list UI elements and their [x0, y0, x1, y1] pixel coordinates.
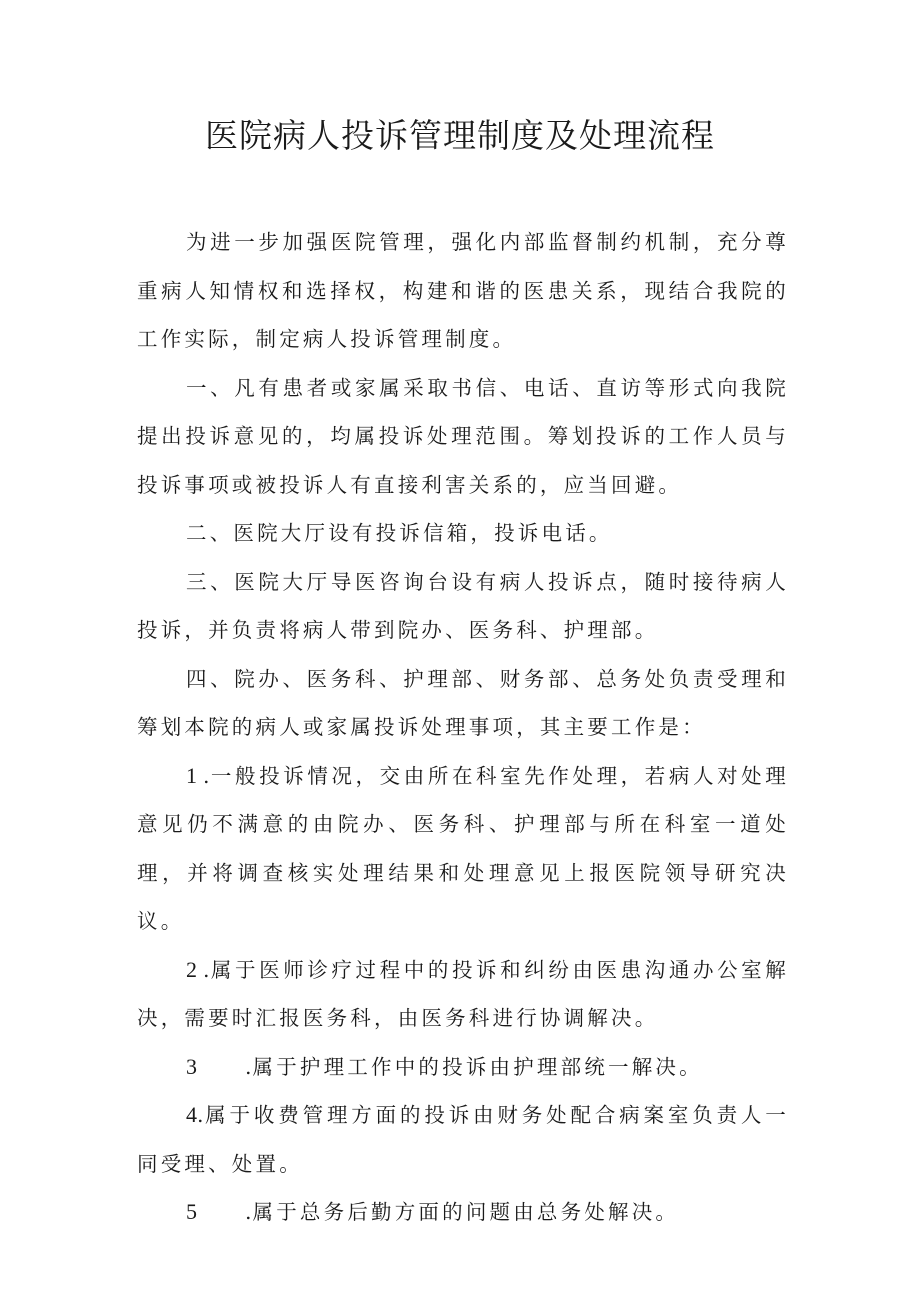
list-item-separator: . — [203, 763, 211, 788]
section-2-paragraph: 二、医院大厅设有投诉信箱，投诉电话。 — [186, 521, 613, 545]
list-item-number: 2 — [186, 956, 197, 982]
list-item-text: 属于护理工作中的投诉由护理部统一解决。 — [252, 1054, 703, 1079]
list-item-separator: . — [245, 1054, 253, 1079]
list-item-separator: . — [197, 1103, 205, 1127]
section-4-paragraph: 四、院办、医务科、护理部、财务部、总务处负责受理和筹划本院的病人或家属投诉处理事项，其主要工作是： — [137, 666, 789, 739]
list-item-separator: . — [203, 957, 211, 982]
document-body — [137, 218, 789, 1237]
list-item-text: 一般投诉情况，交由所在科室先作处理，若病人对处理意见仍不满意的由院办、医务科、护理部与所在科室一道处理，并将调查核实处理结果和处理意见上报医院领导研究决议。 — [137, 763, 789, 933]
list-item-text: 属于总务后勤方面的问题由总务处解决。 — [252, 1200, 680, 1224]
list-item-3 — [137, 1043, 789, 1092]
list-item-separator: . — [245, 1200, 253, 1224]
list-item-1 — [137, 752, 789, 946]
document-title: 医院病人投诉管理制度及处理流程 — [205, 116, 715, 155]
section-3-paragraph: 三、医院大厅导医咨询台设有病人投诉点，随时接待病人投诉，并负责将病人带到院办、医务科、护理部。 — [137, 569, 789, 642]
list-item-2 — [137, 946, 789, 1043]
list-item-number: 1 — [186, 762, 197, 788]
list-item-5 — [137, 1188, 789, 1237]
list-item-text: 属于医师诊疗过程中的投诉和纠纷由医患沟通办公室解决，需要时汇报医务科，由医务科进行协调解决。 — [137, 957, 789, 1030]
list-item-number: 5 — [186, 1199, 197, 1224]
list-item-text: 属于收费管理方面的投诉由财务处配合病案室负责人一同受理、处置。 — [137, 1103, 789, 1176]
list-item-4 — [137, 1091, 789, 1188]
intro-paragraph: 为进一步加强医院管理，强化内部监督制约机制，充分尊重病人知情权和选择权，构建和谐的医患关系，现结合我院的工作实际，制定病人投诉管理制度。 — [137, 230, 789, 351]
list-item-number: 3 — [186, 1053, 197, 1079]
list-item-number: 4 — [186, 1102, 197, 1127]
section-1-paragraph: 一、凡有患者或家属采取书信、电话、直访等形式向我院提出投诉意见的，均属投诉处理范围。筹划投诉的工作人员与投诉事项或被投诉人有直接利害关系的，应当回避。 — [137, 375, 789, 497]
